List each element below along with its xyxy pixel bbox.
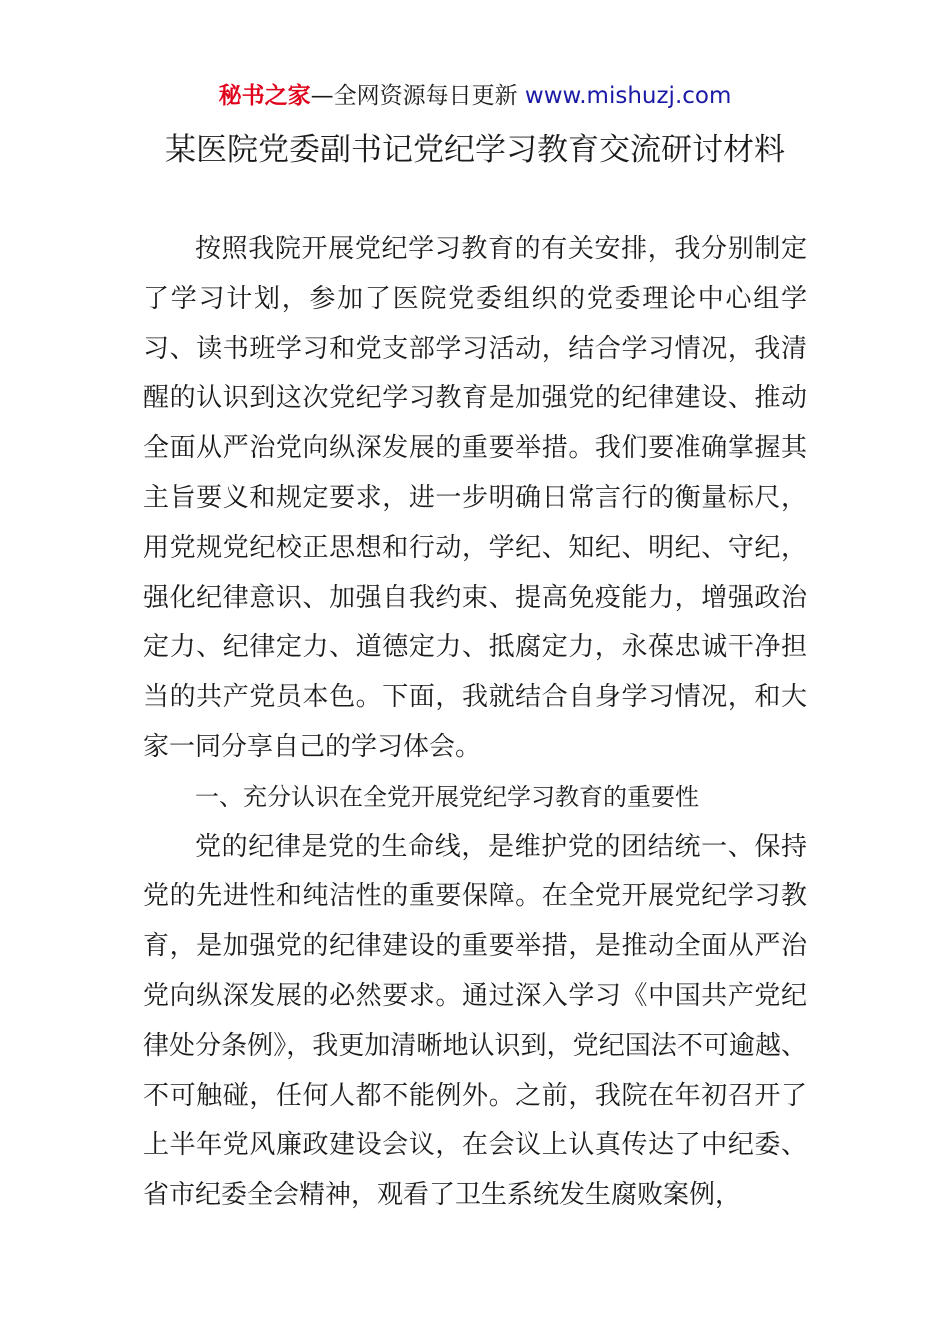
section-heading-1: 一、充分认识在全党开展党纪学习教育的重要性 xyxy=(195,782,699,811)
watermark-header xyxy=(0,80,950,112)
brand-name: 秘书之家 xyxy=(218,83,311,109)
document-body xyxy=(143,225,807,1221)
paragraph-intro: 按照我院开展党纪学习教育的有关安排，我分别制定了学习计划，参加了医院党委组织的党委理论中心组学习、读书班学习和党支部学习活动，结合学习情况，我清醒的认识到这次党纪学习教育是加强党的纪律建设、推动全面从严治党向纵深发展的重要举措。我们要准确掌握其主旨要义和规定要求，进一步明确日常言行的衡量标尺，用党规党纪校正思想和行动，学纪、知纪、明纪、守纪，强化纪律意识、加强自我约束、提高免疫能力，增强政治定力、纪律定力、道德定力、抵腐定力，永葆忠诚干净担当的共产党员本色。下面，我就结合自身学习情况，和大家一同分享自己的学习体会。 xyxy=(143,234,807,762)
site-url[interactable]: www.mishuzj.com xyxy=(524,83,732,109)
brand-tagline: —全网资源每日更新 xyxy=(310,83,518,109)
paragraph-section-1: 党的纪律是党的生命线，是维护党的团结统一、保持党的先进性和纯洁性的重要保障。在全党开展党纪学习教育，是加强党的纪律建设的重要举措，是推动全面从严治党向纵深发展的必然要求。通过深入学习《中国共产党纪律处分条例》，我更加清晰地认识到，党纪国法不可逾越、不可触碰，任何人都不能例外。之前，我院在年初召开了上半年党风廉政建设会议，在会议上认真传达了中纪委、省市纪委全会精神，观看了卫生系统发生腐败案例， xyxy=(143,831,807,1211)
document-title: 某医院党委副书记党纪学习教育交流研讨材料 xyxy=(165,132,785,168)
